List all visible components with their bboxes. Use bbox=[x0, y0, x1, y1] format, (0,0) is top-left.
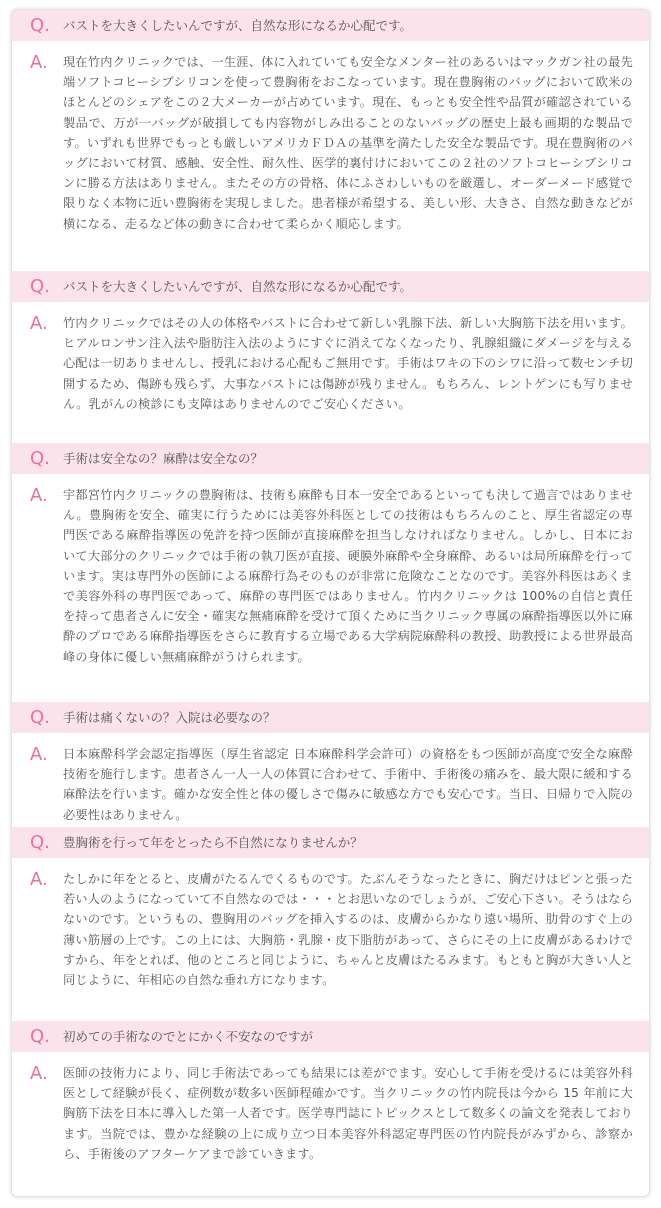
faq-panel bbox=[11, 9, 650, 1197]
question-row bbox=[12, 702, 649, 733]
question-text: 手術は安全なの？麻酔は安全なの？ bbox=[63, 451, 264, 466]
answer-marker: A. bbox=[30, 869, 48, 890]
answer-marker: A. bbox=[30, 1063, 48, 1084]
answer-marker: A. bbox=[30, 485, 48, 506]
question-marker: Q. bbox=[30, 832, 50, 853]
question-row bbox=[12, 827, 649, 858]
question-row bbox=[12, 443, 649, 474]
question-text: バストを大きくしたいんですが、自然な形になるか心配です。 bbox=[63, 279, 413, 294]
question-text: 手術は痛くないの？入院は必要なの？ bbox=[63, 710, 276, 725]
question-marker: Q. bbox=[30, 15, 50, 36]
question-text: バストを大きくしたいんですが、自然な形になるか心配です。 bbox=[63, 18, 413, 33]
answer-text: 竹内クリニックではその人の体格やバストに合わせて新しい乳腺下法、新しい大胸筋下法を用います。ヒアルロンサン注入法や脂肪注入法のようにすぐに消えてなくなったり、乳腺組織にダメージを与える心配は一切ありませんし、授乳における心配もご無用です。手術はワキの下のシワに沿って数センチ切開するため、傷跡も残らず、大事なバストには傷跡が残りません。もちろん、レントゲンにも写りません。乳がんの検診にも支障はありませんのでご安心ください。 bbox=[63, 316, 633, 411]
answer-marker: A. bbox=[30, 313, 48, 334]
answer-marker: A. bbox=[30, 744, 48, 765]
question-marker: Q. bbox=[30, 1026, 50, 1047]
answer-marker: A. bbox=[30, 52, 48, 73]
question-row bbox=[12, 271, 649, 302]
answer-text: 現在竹内クリニックでは、一生涯、体に入れていても安全なメンター社のあるいはマックガン社の最先端ソフトコヒーシブシリコンを使って豊胸術をおこなっています。現在豊胸術のバッグにおいて欧米のほとんどのシェアをこの２大メーカーが占めています。現在、もっとも安全性や品質が確認されている製品で、万が一バッグが破損しても内容物がしみ出ることのないバッグの歴史上最も画期的な製品です。いずれも世界でもっとも厳しいアメリカＦＤＡの基準を満たした安全な製品です。現在豊胸術のバッグにおいて材質、感触、安全性、耐久性、医学的裏付けにおいてこの２社のソフトコヒーシブシリコンに勝る方法はありません。またその方の骨格、体にふさわしいものを厳選し、オーダーメード感覚で限りなく本物に近い豊胸術を実現しました。患者様が希望する、美しい形、大きさ、自然な動きなどが横になる、走るなど体の動きに合わせて柔らかく順応します。 bbox=[63, 55, 633, 231]
question-marker: Q. bbox=[30, 276, 50, 297]
answer-text: たしかに年をとると、皮膚がたるんでくるものです。たぶんそうなったときに、胸だけはピンと張った若い人のようになっていて不自然なのでは・・・とお思いなのでしょうが、ご安心下さい。そうはならないのです。というもの、豊胸用のバッグを挿入するのは、皮膚からかなり遠い場所、肋骨のすぐ上の薄い筋層の上です。この上には、大胸筋・乳腺・皮下脂肪があって、さらにその上に皮膚があるわけですから、年をとれば、他のところと同じように、ちゃんと皮膚はたるみます。もともと胸が大きい人と同じように、年相応の自然な垂れ方になります。 bbox=[63, 872, 633, 988]
answer-text: 宇都宮竹内クリニックの豊胸術は、技術も麻酔も日本一安全であるといっても決して過言ではありません。豊胸術を安全、確実に行うためには美容外科医としての技術はもちろんのこと、厚生省認定の専門医である麻酔指導医の免許を持つ医師が直接麻酔を担当しなければなりません。しかし、日本において大部分のクリニックでは手術の執刀医が直接、硬膜外麻酔や全身麻酔、あるいは局所麻酔を行っています。実は専門外の医師による麻酔行為そのものが非常に危険なことなのです。美容外科医はあくまで美容外科の専門医であって、麻酔の専門医ではありません。竹内クリニックは 100%の自信と責任を持って患者さんに安全・確実な無痛麻酔を受けて頂くために当クリニック専属の麻酔指導医以外に麻酔のプロである麻酔指導医をさらに教育する立場である大学病院麻酔科の教授、助教授による世界最高峰の身体に優しい無痛麻酔がうけられます。 bbox=[63, 488, 633, 664]
question-marker: Q. bbox=[30, 707, 50, 728]
question-row bbox=[12, 10, 649, 41]
question-marker: Q. bbox=[30, 448, 50, 469]
answer-text: 日本麻酔科学会認定指導医（厚生省認定 日本麻酔科学会許可）の資格をもつ医師が高度で安全な麻酔技術を施行します。患者さん一人一人の体質に合わせて、手術中、手術後の痛みを、最大限に緩和する麻酔法を行います。確かな安全性と体の優しさで傷みに敏感な方でも安心です。当日、日帰りで入院の必要性はありません。 bbox=[63, 747, 633, 822]
question-text: 初めての手術なのでとにかく不安なのですが bbox=[63, 1029, 314, 1044]
question-row bbox=[12, 1021, 649, 1052]
answer-text: 医師の技術力により、同じ手術法であっても結果には差がでます。安心して手術を受けるには美容外科医として経験が長く、症例数が数多い医師程確かです。当クリニックの竹内院長は今から 15 年前に大胸筋下法を日本に導入した第一人者です。医学専門誌にトピックスとして数多くの論文を発表しております。当院では、豊かな経験の上に成り立つ日本美容外科認定専門医の竹内院長がみずから、診察から、手術後のアフターケアまで診ていきます。 bbox=[63, 1066, 633, 1161]
question-text: 豊胸術を行って年をとったら不自然になりませんか？ bbox=[63, 835, 363, 850]
